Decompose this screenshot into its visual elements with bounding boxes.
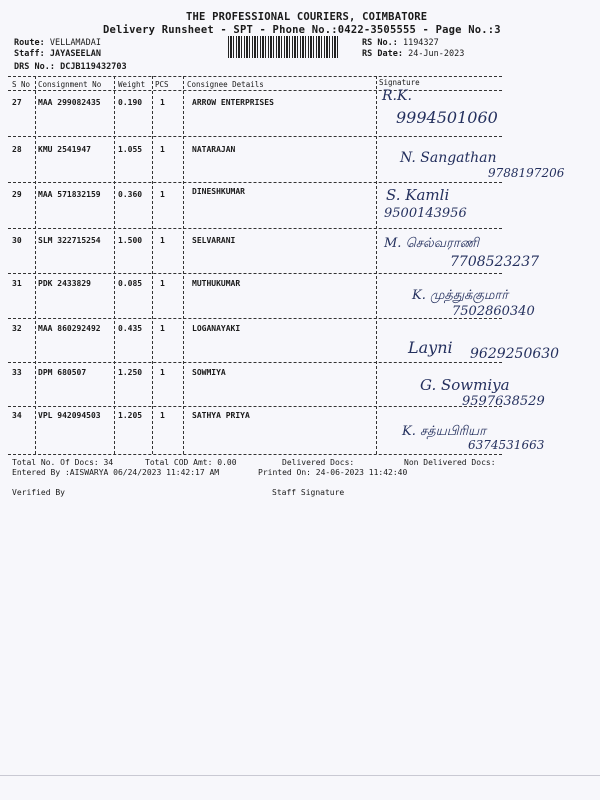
row-pcs: 1 bbox=[160, 411, 165, 420]
header-consignee: Consignee Details bbox=[187, 80, 264, 89]
signature-name: Layni bbox=[408, 338, 453, 357]
col-divider bbox=[35, 76, 36, 454]
total-cod: Total COD Amt: 0.00 bbox=[145, 458, 237, 467]
staff-label: Staff: JAYASEELAN bbox=[14, 49, 102, 59]
signature-phone: 9500143956 bbox=[384, 206, 467, 221]
row-consignee: NATARAJAN bbox=[192, 145, 236, 154]
row-weight: 1.500 bbox=[118, 236, 143, 245]
row-weight: 0.435 bbox=[118, 324, 143, 333]
row-sno: 33 bbox=[12, 368, 22, 377]
row-rule bbox=[8, 406, 502, 407]
signature-name: K. சத்யபிரியா bbox=[402, 424, 486, 439]
row-sno: 28 bbox=[12, 145, 22, 154]
row-consignee: SOWMIYA bbox=[192, 368, 226, 377]
header-consignment: Consignment No bbox=[38, 80, 102, 89]
staff-signature-label: Staff Signature bbox=[272, 488, 345, 497]
row-weight: 1.205 bbox=[118, 411, 143, 420]
row-sno: 34 bbox=[12, 411, 22, 420]
entered-by: Entered By :AISWARYA 06/24/2023 11:42:17 AM bbox=[12, 468, 220, 477]
row-consignment: KMU 2541947 bbox=[38, 145, 91, 154]
table-bottom-rule bbox=[8, 454, 502, 455]
row-weight: 0.360 bbox=[118, 190, 143, 199]
rs-date: RS Date: 24-Jun-2023 bbox=[362, 49, 465, 59]
row-pcs: 1 bbox=[160, 98, 165, 107]
signature-phone: 9994501060 bbox=[396, 108, 498, 127]
table-top-rule bbox=[8, 76, 502, 77]
row-consignment: MAA 571832159 bbox=[38, 190, 101, 199]
scan-edge-line bbox=[0, 775, 600, 776]
signature-name: N. Sangathan bbox=[400, 150, 497, 166]
header-sno: S No bbox=[12, 80, 31, 89]
row-consignee: SATHYA PRIYA bbox=[192, 411, 250, 420]
row-rule bbox=[8, 136, 502, 137]
staff-value: JAYASEELAN bbox=[49, 49, 102, 59]
row-rule bbox=[8, 362, 502, 363]
row-consignee: LOGANAYAKI bbox=[192, 324, 241, 333]
header-weight: Weight bbox=[118, 80, 146, 89]
row-consignee: ARROW ENTERPRISES bbox=[192, 98, 274, 107]
row-sno: 27 bbox=[12, 98, 22, 107]
non-delivered-docs: Non Delivered Docs: bbox=[404, 458, 496, 467]
signature-phone: 7708523237 bbox=[450, 254, 540, 270]
row-pcs: 1 bbox=[160, 324, 165, 333]
total-docs: Total No. Of Docs: 34 bbox=[12, 458, 114, 467]
signature-phone: 6374531663 bbox=[468, 438, 545, 452]
row-consignment: VPL 942094503 bbox=[38, 411, 101, 420]
printed-on: Printed On: 24-06-2023 11:42:40 bbox=[258, 468, 408, 477]
row-weight: 0.190 bbox=[118, 98, 143, 107]
row-sno: 30 bbox=[12, 236, 22, 245]
verified-by: Verified By bbox=[12, 488, 65, 497]
row-weight: 1.250 bbox=[118, 368, 143, 377]
row-sno: 31 bbox=[12, 279, 22, 288]
barcode bbox=[228, 36, 340, 58]
drs-label: DRS No.: DCJB119432703 bbox=[14, 62, 127, 72]
col-divider bbox=[183, 76, 184, 454]
row-sno: 32 bbox=[12, 324, 22, 333]
row-consignment: MAA 860292492 bbox=[38, 324, 101, 333]
row-consignee: DINESHKUMAR bbox=[192, 187, 245, 196]
row-weight: 1.055 bbox=[118, 145, 143, 154]
signature-name: S. Kamli bbox=[386, 186, 450, 204]
signature-phone: 9788197206 bbox=[488, 166, 565, 180]
row-consignee: MUTHUKUMAR bbox=[192, 279, 241, 288]
row-pcs: 1 bbox=[160, 279, 165, 288]
row-pcs: 1 bbox=[160, 236, 165, 245]
route-label: Route: VELLAMADAI bbox=[14, 38, 102, 48]
signature-name: G. Sowmiya bbox=[420, 376, 510, 394]
header-pcs: PCS bbox=[155, 80, 169, 89]
col-divider bbox=[152, 76, 153, 454]
row-rule bbox=[8, 318, 502, 319]
runsheet-title: Delivery Runsheet - SPT - Phone No.:0422-3505555 - Page No.:3 bbox=[103, 24, 501, 36]
row-pcs: 1 bbox=[160, 368, 165, 377]
row-rule bbox=[8, 182, 502, 183]
signature-phone: 9597638529 bbox=[462, 394, 545, 409]
row-weight: 0.085 bbox=[118, 279, 143, 288]
signature-name: K. முத்துக்குமார் bbox=[412, 288, 508, 303]
col-divider bbox=[376, 76, 377, 454]
row-consignment: PDK 2433829 bbox=[38, 279, 91, 288]
row-rule bbox=[8, 273, 502, 274]
drs-value: DCJB119432703 bbox=[60, 62, 127, 72]
row-pcs: 1 bbox=[160, 145, 165, 154]
row-consignment: DPM 680507 bbox=[38, 368, 87, 377]
header-signature: Signature bbox=[379, 78, 420, 87]
row-rule bbox=[8, 228, 502, 229]
row-consignment: MAA 299082435 bbox=[38, 98, 101, 107]
row-consignee: SELVARANI bbox=[192, 236, 236, 245]
row-consignment: SLM 322715254 bbox=[38, 236, 101, 245]
signature-name: M. செல்வராணி bbox=[384, 236, 479, 251]
col-divider bbox=[114, 76, 115, 454]
route-value: VELLAMADAI bbox=[49, 38, 102, 48]
signature-phone: 7502860340 bbox=[452, 304, 535, 319]
row-pcs: 1 bbox=[160, 190, 165, 199]
table-header-rule bbox=[8, 90, 502, 91]
signature-phone: 9629250630 bbox=[470, 346, 560, 362]
delivered-docs: Delivered Docs: bbox=[282, 458, 355, 467]
signature-name: R.K. bbox=[382, 88, 412, 104]
company-title: THE PROFESSIONAL COURIERS, COIMBATORE bbox=[186, 11, 428, 23]
rs-no: RS No.: 1194327 bbox=[362, 38, 439, 48]
row-sno: 29 bbox=[12, 190, 22, 199]
